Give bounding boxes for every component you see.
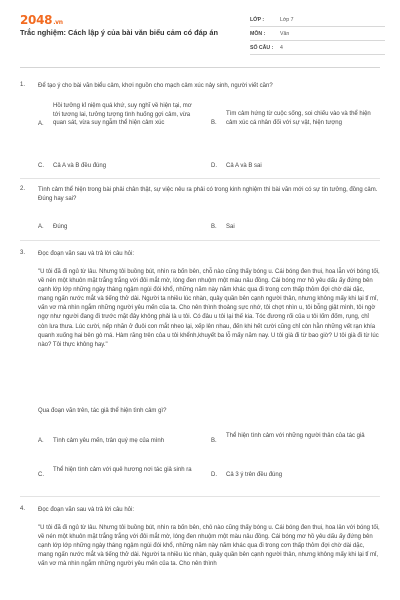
logo-suffix: .vn [53,19,63,26]
option-letter: A. [38,224,44,230]
option-letter: A. [38,121,44,127]
question-text: Để tạo ý cho bài văn biểu cảm, khơi nguồn cho mạch cảm xúc nảy sinh, người viết cần? [38,83,273,89]
page-title: Trắc nghiệm: Cách lập ý của bài văn biểu cảm có đáp án [20,28,218,37]
option-text: Cả 3 ý trên đều đúng [226,472,283,478]
site-logo[interactable]: 2048.vn [20,13,63,27]
meta-row-subject [250,27,385,41]
option-letter: B. [211,120,217,126]
option-text: Hồi tưởng kỉ niệm quá khứ, suy nghĩ về hiện tại, mơ tới tương lai, tưởng tượng tình huống gợi cảm, vừa quan sát, vừa suy ngẫm thể hiện cảm xúc [53,103,192,126]
option-text: Sai [226,224,235,230]
question-separator [20,240,380,241]
option-letter: B. [211,224,217,230]
meta-table [250,13,385,55]
reading-passage: "U tôi đã đi ngủ từ lâu. Nhưng tôi buồng bút, nhìn ra bốn bên, chỗ nào cũng thấy bóng u. Cái bóng đen thui, hoa lẫn với bóng tối, về nén một khuôn mặt trắng trắng với đôi mắt mờ, lóng đen nhuộm một màu nâu đồng. Cái bóng mơ hồ yêu dấu ấy đứng bên cạnh lớp lớp những ngày tháng ngậm ngùi đói khổ, những năm này năm khác qua đi trong cơn thấp thỏm đợi chờ dài dặc, mang ngấn nước mắt và tiếng thở dài. Người ta nhiều lúc nhàn, quây quần bên cạnh người thân, nhưng không mấy khi lại tỉ mỉ, vấn vơ mà nhìn ngắm những người yêu mến của ta. Cho nên thình [38,525,380,568]
question-number: 2. [20,186,26,192]
option-letter: D. [211,163,217,169]
question-separator [20,178,380,179]
meta-label: LỚP : [250,16,265,23]
option-letter: C. [38,163,44,169]
option-text: Đúng [53,224,68,230]
question-text: Đọc đoạn văn sau và trả lời câu hỏi: [38,507,134,513]
option-letter: C. [38,472,44,478]
option-text: Tình cảm yêu mến, trân quý mẹ của mình [53,438,165,444]
option-text: Thể hiện tình cảm với quê hương nơi tác giả sinh ra [53,467,192,473]
option-letter: B. [211,438,217,444]
meta-value: 4 [280,44,283,51]
question-number: 3. [20,250,26,256]
option-text: Cả A và B sai [226,163,262,169]
question-text: Đọc đoạn văn sau và trả lời câu hỏi: [38,251,134,257]
reading-passage: "U tôi đã đi ngủ từ lâu. Nhưng tôi buồng bút, nhìn ra bốn bên, chỗ nào cũng thấy bóng u. Cái bóng đen thui, hoa lẫn với bóng tối, về nén một khuôn mặt trắng trắng với đôi mắt mờ, lóng đen nhuộm một màu nâu đồng. Cái bóng mơ hồ yêu dấu ấy đứng bên cạnh lớp lớp những ngày tháng ngậm ngùi đói khổ, những năm này năm khác qua đi trong cơn thấp thỏm đợi chờ dài dặc, mang ngấn nước mắt và tiếng thở dài. Người ta nhiều lúc nhàn, quây quần bên cạnh người thân, nhưng không mấy khi lại tỉ mỉ, vấn vơ mà nhìn ngắm những người yêu mến của ta. Cho nên thình thoảng sực nhớ, tôi chợt nhìn u, tôi bỗng giật mình, tôi ngờ ngợ như người đang đi trước mặt đây không phải là u tôi. Có đâu u tôi lại thế kia. Tóc đương rối của u tôi lốm đốm, rụng, chỉ còn lưa thưa. Lúc cười, nếp nhăn ở đuôi con mắt nheo lại, xếp lên nhau, đến khi hết cười cũng chỉ còn hằn những vết rạn khía quanh xuống hai bên gò má. Hàm răng trên của u tôi khểnh,khuyết ba lỗ mấy năm nay. U tôi già đi từ bao giờ? U tôi già đi từ lúc nào? Tôi thực không hay." [38,269,380,348]
meta-row-class [250,13,385,27]
question-number: 1. [20,82,26,88]
option-letter: A. [38,438,44,444]
question-separator [20,496,380,497]
option-text: Tìm cảm hứng từ cuộc sống, soi chiếu vào và thể hiện cảm xúc cá nhân đối với sự vật, hiện tượng [226,111,371,126]
option-letter: D. [211,472,217,478]
header-divider [20,67,380,68]
question-text: Tình cảm thể hiện trong bài phải chân thật, sự việc nêu ra phải có trong kinh nghiệm thì bài văn mới có sự tin tưởng, đồng cảm. Đúng hay sai? [38,187,378,203]
question-prompt: Qua đoạn văn trên, tác giả thể hiện tình cảm gì? [38,408,167,414]
question-number: 4. [20,506,26,512]
meta-label: SỐ CÂU : [250,44,274,51]
meta-value: Lớp 7 [280,16,294,23]
meta-value: Văn [280,30,290,37]
option-text: Cả A và B đều đúng [53,163,107,169]
meta-row-count [250,41,385,55]
option-text: Thể hiện tình cảm với những người thân của tác giả [226,433,365,439]
meta-label: MÔN : [250,30,266,37]
